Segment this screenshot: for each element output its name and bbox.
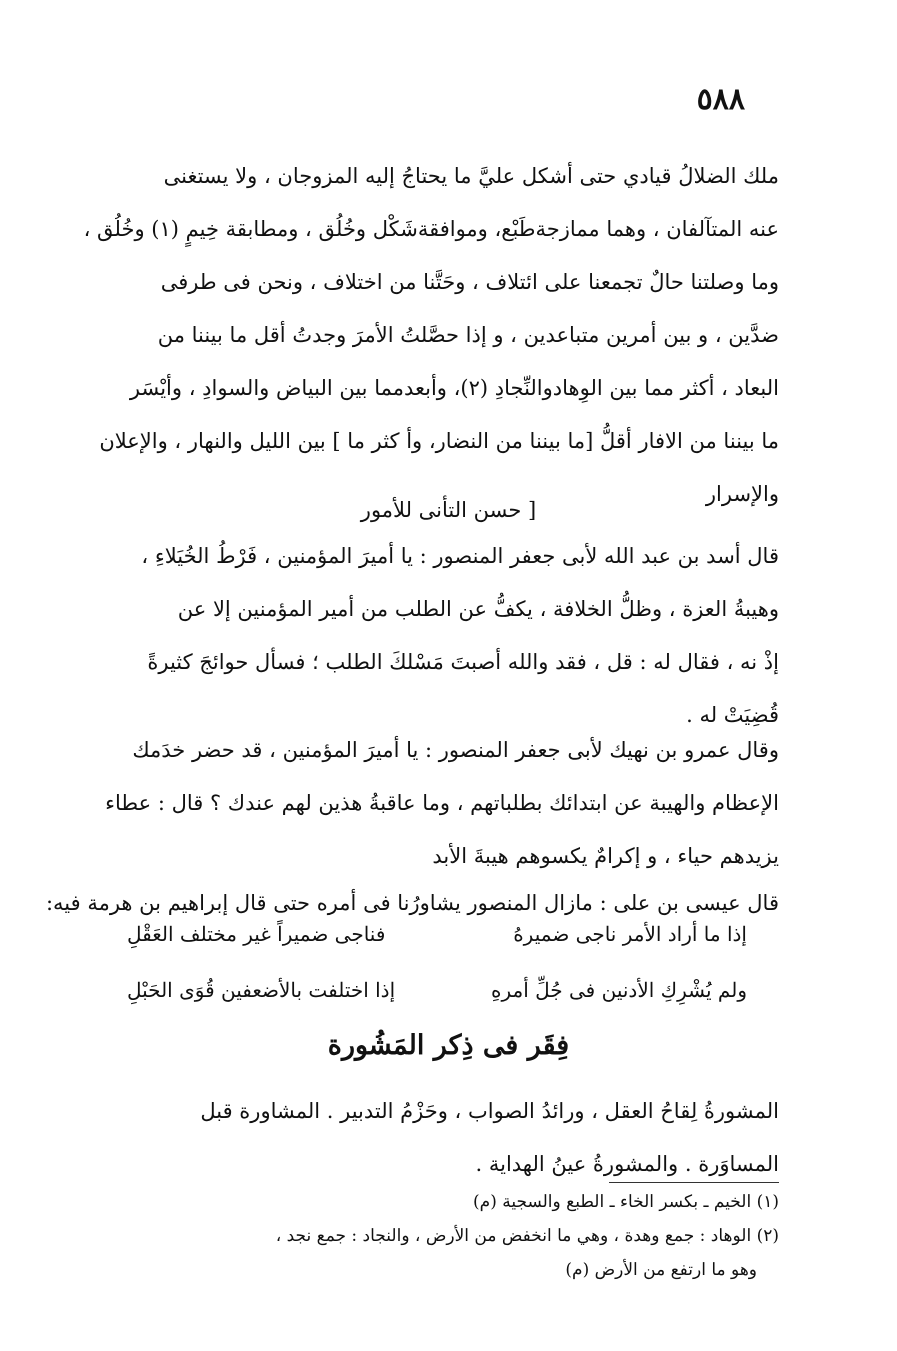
verse-first-hemistich: إذا ما أراد الأمر ناجى ضميرهُ (513, 922, 747, 946)
text-line: وهيبةُ العزة ، وظلُّ الخلافة ، يكفُّ عن الطلب من أمير المؤمنين إلا عن (177, 597, 779, 621)
text-line: قُضِيَتْ له . (686, 703, 779, 727)
text-line: إذْ نه ، فقال له : قل ، فقد والله أصبتَ مَسْلكَ الطلب ؛ فسأل حوائجَ كثيرةً (147, 650, 779, 674)
footnote-divider (609, 1182, 779, 1183)
text-line: يزيدهم حياء ، و إكرامٌ يكسوهم هيبةَ الأبد (432, 844, 779, 868)
text-line: ضدَّين ، و بين أمرين متباعدين ، و إذا حصَّلتُ الأمرَ وجدتُ أقل ما بيننا من (157, 323, 779, 347)
text-line: وقال عمرو بن نهيك لأبى جعفر المنصور : يا أميرَ المؤمنين ، قد حضر خدَمك (132, 738, 779, 762)
text-line: ملك الضلالُ قيادي حتى أشكل عليَّ ما يحتاجُ إليه المزوجان ، ولا يستغنى (163, 164, 779, 188)
text-line: ما بيننا من الافار أقلُّ [ما بيننا من النضار، وأ كثر ما ] بين الليل والنهار ، والإعلان (99, 429, 779, 453)
text-line: المساوَرة . والمشورةُ عينُ الهداية . (475, 1152, 779, 1176)
text-line: والإسرار (705, 482, 779, 506)
footnote-continuation: وهو ما ارتفع من الأرض (م) (565, 1260, 757, 1280)
poem-verse (127, 978, 747, 1002)
text-line: عنه المتآلفان ، وهما ممازجةطَبْع، وموافقةشَكْل وخُلُق ، ومطابقة خِيمٍ (١) وخُلُق ، (83, 217, 779, 241)
footnote: (١) الخيم ـ بكسر الخاء ـ الطبع والسجية (م) (473, 1192, 779, 1212)
text-line: البعاد ، أكثر مما بين الوِهادوالنِّجادِ (٢)، وأبعدمما بين البياض والسوادِ ، وأيْسَر (129, 376, 779, 400)
section-title: فِقَر فى ذِكر المَشُورة (327, 1030, 570, 1061)
paragraph-amr (105, 724, 779, 883)
text-line: الإعظام والهيبة عن ابتدائك بطلباتهم ، وما عاقبةُ هذين لهم عندك ؟ قال : عطاء (105, 791, 779, 815)
verse-second-hemistich: فناجى ضميراً غير مختلف العَقْلِ (127, 922, 386, 946)
footnotes (109, 1185, 779, 1287)
verse-second-hemistich: إذا اختلفت بالأضعفين قُوَى الحَبْلِ (127, 978, 396, 1002)
text-line: قال عيسى بن على : مازال المنصور يشاورُنا فى أمره حتى قال إبراهيم بن هرمة فيه: (45, 891, 779, 915)
paragraph-asad (117, 530, 779, 742)
text-line: المشورةُ لِقاحُ العقل ، ورائدُ الصواب ، وحَزْمُ التدبير . المشاورة قبل (200, 1099, 779, 1123)
verse-first-hemistich: ولم يُشْرِكِ الأدنين فى جُلِّ أمرهِ (491, 978, 747, 1002)
text-line: وما وصلتنا حالٌ تجمعنا على ائتلاف ، وحَتَّنا من اختلاف ، ونحن فى طرفى (160, 270, 779, 294)
text-line: قال أسد بن عبد الله لأبى جعفر المنصور : يا أميرَ المؤمنين ، فَرْطُ الخُيَلاءِ ، (141, 544, 779, 568)
page-number: ٥٨٨ (696, 82, 745, 117)
poem-verse (127, 922, 747, 946)
paragraph-estrangement (83, 150, 779, 521)
subheading-patience: [ حسن التأنى للأمور (360, 498, 537, 522)
paragraph-consultation (117, 1085, 779, 1191)
footnote: (٢) الوهاد : جمع وهدة ، وهي ما انخفض من الأرض ، والنجاد : جمع نجد ، (275, 1226, 779, 1246)
